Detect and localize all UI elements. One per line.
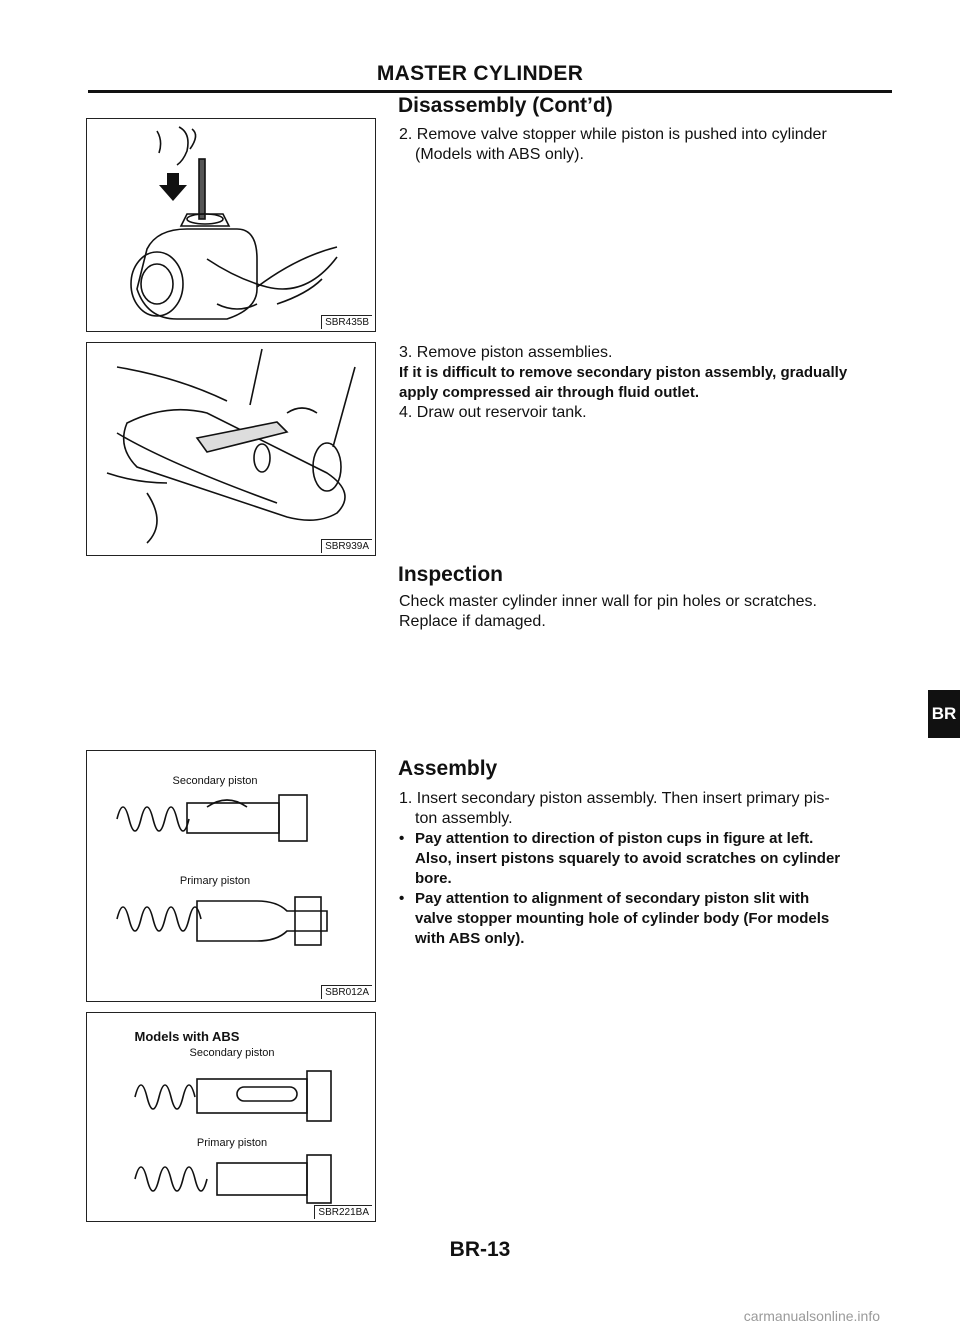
assembly-bullet-2 bbox=[399, 889, 829, 949]
inspection-line-2: Replace if damaged. bbox=[399, 613, 546, 630]
figure-valve-stopper-removal bbox=[86, 118, 376, 332]
figure-code: SBR435B bbox=[321, 315, 372, 329]
assembly-heading: Assembly bbox=[398, 757, 498, 780]
figure-code: SBR012A bbox=[321, 985, 372, 999]
abs-piston-illustration bbox=[87, 1013, 375, 1221]
down-arrow-icon bbox=[159, 173, 187, 201]
bullet-1-line-3: bore. bbox=[415, 870, 452, 887]
watermark: carmanualsonline.info bbox=[743, 1308, 880, 1324]
figure-code: SBR939A bbox=[321, 539, 372, 553]
bullet-2-line-1: Pay attention to alignment of secondary piston slit with bbox=[415, 890, 810, 907]
inspection-line-1: Check master cylinder inner wall for pin holes or scratches. bbox=[399, 593, 817, 610]
bullet-1-line-2: Also, insert pistons squarely to avoid scratches on cylinder bbox=[415, 850, 841, 867]
disassembly-heading: Disassembly (Cont’d) bbox=[398, 94, 613, 117]
primary-piston-label: Primary piston bbox=[179, 875, 251, 887]
step-4: 4. Draw out reservoir tank. bbox=[399, 404, 587, 421]
assembly-step-1-line-2: ton assembly. bbox=[415, 810, 513, 827]
secondary-piston-label: Secondary piston bbox=[172, 775, 258, 787]
note-line-2: apply compressed air through fluid outlet. bbox=[399, 384, 700, 401]
bullet-2-line-3: with ABS only). bbox=[415, 930, 525, 947]
figure-piston-direction bbox=[86, 750, 376, 1002]
secondary-piston-label: Secondary piston bbox=[189, 1047, 275, 1059]
bullet-2-line-2: valve stopper mounting hole of cylinder body (For models bbox=[415, 910, 830, 927]
assembly-bullet-1 bbox=[399, 829, 840, 889]
step-3: 3. Remove piston assemblies. bbox=[399, 344, 613, 361]
step-2-line-1: 2. Remove valve stopper while piston is pushed into cylinder bbox=[399, 126, 827, 143]
page-number: BR-13 bbox=[449, 1238, 511, 1261]
bullet-1-line-1: Pay attention to direction of piston cups in figure at left. bbox=[415, 830, 814, 847]
section-tab-br: BR bbox=[928, 690, 960, 738]
inspection-heading: Inspection bbox=[398, 563, 504, 586]
note-line-1: If it is difficult to remove secondary piston assembly, gradually bbox=[399, 364, 848, 381]
bullet-marker: • bbox=[399, 830, 405, 847]
primary-piston-label: Primary piston bbox=[196, 1137, 268, 1149]
figure-code: SBR221BA bbox=[314, 1205, 372, 1219]
step-2-line-2: (Models with ABS only). bbox=[415, 146, 584, 163]
figure-abs-piston-direction bbox=[86, 1012, 376, 1222]
piston-removal-illustration bbox=[87, 343, 375, 555]
bullet-marker: • bbox=[399, 890, 405, 907]
assembly-step-1-line-1: 1. Insert secondary piston assembly. Then insert primary pis- bbox=[399, 790, 830, 807]
page-header-title: MASTER CYLINDER bbox=[376, 62, 584, 85]
abs-models-title: Models with ABS bbox=[134, 1029, 240, 1044]
valve-stopper-illustration bbox=[87, 119, 375, 331]
figure-piston-removal bbox=[86, 342, 376, 556]
header-rule bbox=[88, 90, 892, 93]
